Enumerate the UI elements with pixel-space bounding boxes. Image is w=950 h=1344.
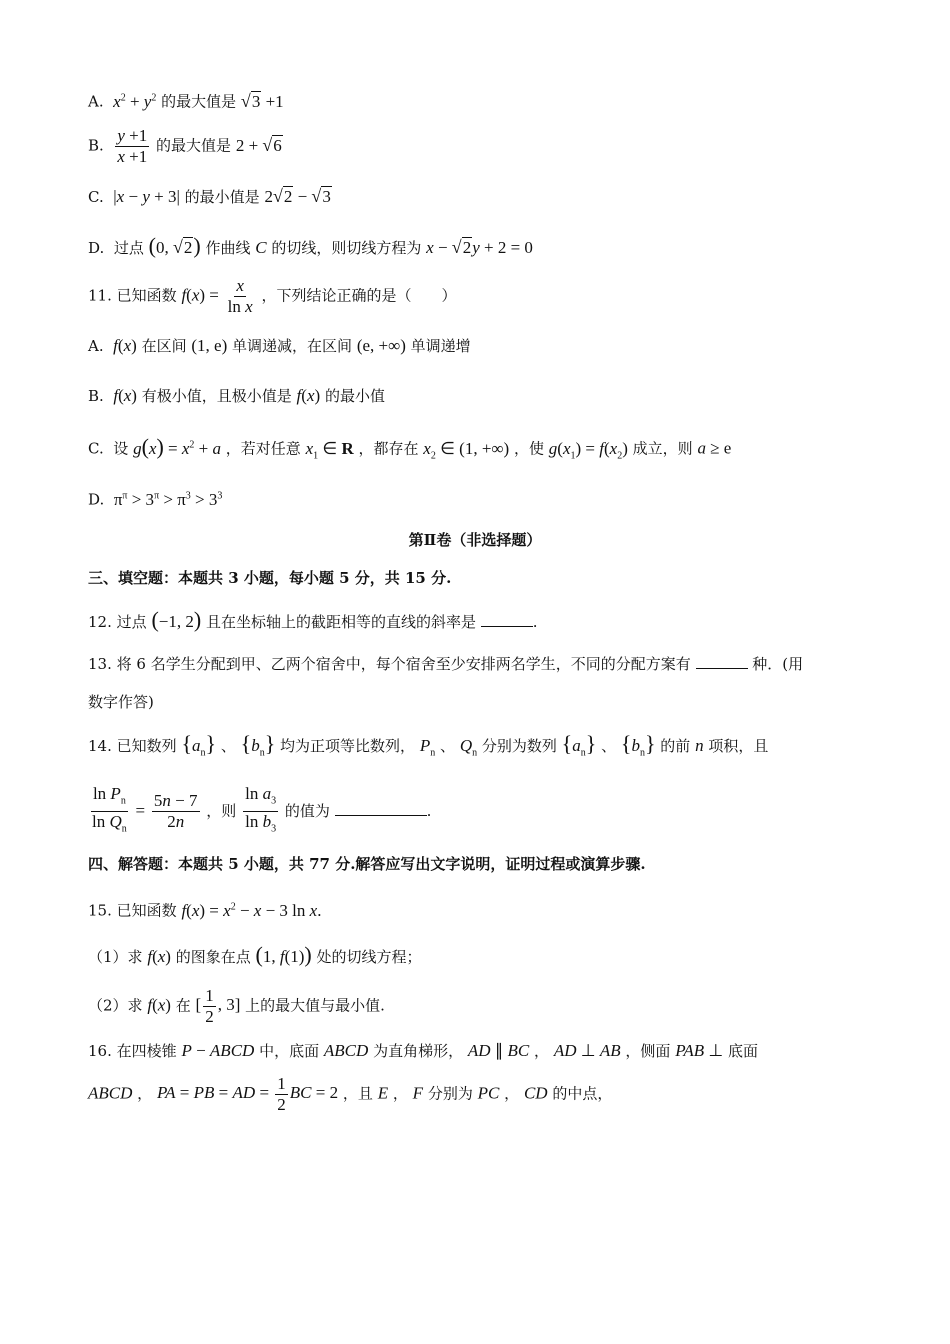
option-label: C. — [88, 439, 104, 458]
q13-line1: 13. 将 6 名学生分配到甲、乙两个宿舍中，每个宿舍至少安排两名学生，不同的分配方案有 种．(用 — [88, 655, 804, 673]
question-number: 16. — [88, 1042, 112, 1060]
option-label: A. — [88, 337, 104, 355]
option-label: B. — [88, 387, 104, 405]
q12: 12. 过点 (−1, 2) 且在坐标轴上的截距相等的直线的斜率是 . — [88, 607, 538, 632]
q11-option-d: D. $\pi^\pi > 3^\pi > \pi^3 > 3^3$ — [88, 489, 223, 509]
option-label: C. — [88, 188, 104, 206]
q10-option-b: B. $\frac{y +1}{x +1}$ 的最大值是 2 + √6 — [88, 126, 282, 166]
option-label: D. — [88, 490, 105, 509]
question-number: 11. — [88, 286, 112, 305]
q14-line2: $\frac{\ln P_n}{\ln Q_n}$ = $\frac{5n - 7}{2n}$ ，则 $\frac{\ln a_3}{\ln b_3}$ 的值为 . — [92, 784, 432, 835]
q15-part1: （1）求 f(x) 的图象在点 (1, f(1)) 处的切线方程； — [88, 942, 422, 967]
option-label: D. — [88, 239, 105, 257]
answer-blank — [696, 654, 748, 669]
q10-option-c: C. |x − y + 3| 的最小值是 2√2 − √3 — [88, 186, 331, 206]
q11-option-a: A. f(x) 在区间 (1, e) 单调递减，在区间 (e, +∞) 单调递增 — [88, 336, 471, 355]
option-label: B. — [88, 136, 104, 155]
q11-option-c: C. 设 $g(x) = x^2 + a$ ，若对任意 $x_1$ ∈ R ，都存在 $x_2$ ∈ (1, +∞) ，使 $g(x_1) = f(x_2)$ 成立，则 a ≥ e — [88, 433, 732, 462]
question-number: 12. — [88, 613, 112, 631]
q13-line2: 数字作答) — [88, 693, 154, 711]
q16-line1: 16. 在四棱锥 P − ABCD 中，底面 ABCD 为直角梯形， AD ∥ BC ， AD ⊥ AB ，侧面 PAB ⊥ 底面 — [88, 1041, 759, 1060]
q15-part2: （2）求 f(x) 在 [ $\frac{1}{2}$ , 3] 上的最大值与最小值. — [88, 986, 385, 1026]
q14-line1: 14. 已知数列 $\{a_n\}$ 、 $\{b_n\}$ 均为正项等比数列， $P_n$ 、 $Q_n$ 分别为数列 $\{a_n\}$ 、 $\{b_n\}$ 的前 n 项积，且 — [88, 731, 769, 759]
q11-option-b: B. f(x) 有极小值，且极小值是 f(x) 的最小值 — [88, 386, 385, 405]
question-number: 15. — [88, 901, 112, 920]
q11-stem: 11. 已知函数 f(x) = $\frac{x}{\text{ln x}}$ ，下列结论正确的是（ ） — [88, 276, 457, 316]
part4-heading: 四、解答题：本题共 5 小题，共 77 分.解答应写出文字说明，证明过程或演算步骤. — [88, 855, 646, 873]
option-label: A. — [88, 92, 104, 111]
section-title: 第Ⅱ卷（非选择题） — [408, 531, 542, 549]
q10-option-d: D. 过点 (0, √2) 作曲线 C 的切线，则切线方程为 x − √2y + 2 = 0 — [88, 233, 533, 258]
q16-line2: ABCD ， PA = PB = AD = $\frac{1}{2}$ BC = 2 ，且 E ， F 分别为 PC ， CD 的中点， — [88, 1074, 613, 1114]
answer-blank — [481, 612, 533, 627]
question-number: 14. — [88, 737, 112, 755]
part3-heading: 三、填空题：本题共 3 小题，每小题 5 分，共 15 分. — [88, 569, 452, 587]
question-number: 13. — [88, 655, 112, 673]
q15-stem: 15. 已知函数 $f(x) = x^2 - x - 3$ ln x. — [88, 900, 322, 920]
q10-option-a: A. $x^2 + y^2$ 的最大值是 √3 +1 — [88, 90, 284, 111]
answer-blank — [335, 801, 427, 816]
